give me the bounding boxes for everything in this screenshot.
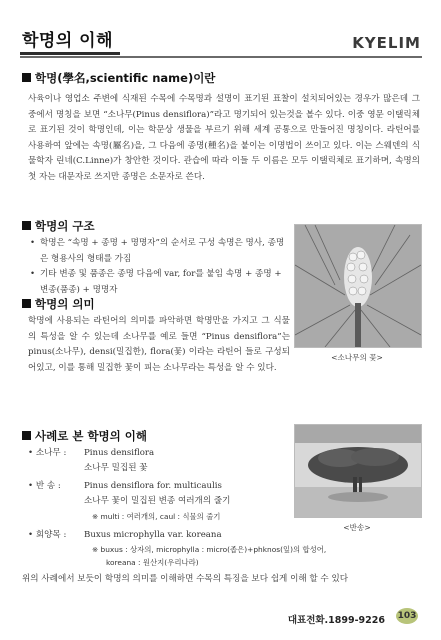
list-item-text: 학명은 “속명 + 종명 + 명명자”의 순서로 구성 속명은 명사, 종명은 형용사의 형태를 가짐 — [40, 238, 285, 264]
example-scientific-name: Pinus densiflora for. multicaulis — [84, 481, 222, 491]
pine-flower-photo — [294, 224, 422, 348]
definition-paragraph: 사육이나 영업소 주변에 식재된 수목에 수목명과 설명이 표기된 표찰이 설치되어있는 경우가 많은데 그 중에서 명칭을 보면 “소나무(Pinus densiflora)”라고 명기되어 있는것을 볼수 있다. 이중 영문 이탤릭체로 표기된 것이 학명인데, 이는 학문상 생물을 부르기 위해 세계 공통으로 만들어진 명칭이다. 라틴어를 사용하여 앞에는 속명(屬名)을, 그 다음에 종명(種名)을 붙이는 이명법이 쓰이고 있다. 이는 스웨덴의 식물학자 린네(C.Linne)가 창안한 것이다. 관습에 따라 이들 두 이름은 모두 이탤릭체로 표기하며, 속명의 첫 자는 대문자로 쓰지만 종명은 소문자로 쓴다. — [28, 94, 420, 182]
page-number — [395, 606, 419, 626]
bullet-dot-icon: • — [30, 238, 36, 248]
square-bullet-icon — [22, 73, 31, 82]
section-heading-text: 학명의 구조 — [35, 219, 95, 233]
closing-paragraph: 위의 사례에서 보듯이 학명의 의미를 이해하면 수목의 특징을 보다 쉽게 이해 할 수 있다 — [22, 574, 349, 584]
page-title: 학명의 이해 — [22, 31, 114, 51]
example-note: koreana : 원산지(우리나라) — [106, 558, 199, 567]
list-item — [28, 236, 286, 267]
pine-flower-caption: <소나무의 꽃> — [331, 353, 383, 362]
example-korean-meaning: 소나무 꽃이 밀집된 변종 여러개의 줄기 — [84, 496, 231, 506]
example-row-bansong — [28, 479, 222, 494]
square-bullet-icon — [22, 299, 31, 308]
example-row-boxwood — [28, 528, 222, 543]
brand-logo: KYELIM — [352, 34, 421, 52]
section-heading-meaning — [22, 296, 95, 312]
page-number-text: 103 — [397, 611, 417, 621]
example-note: ※ buxus : 상자의, microphylla : micro(좁은)+phknos(잎)의 합성어, — [92, 545, 327, 554]
example-label: 소나무 — [35, 448, 61, 458]
section-heading-structure — [22, 218, 95, 234]
footer-phone: 대표전화.1899-9226 — [287, 615, 385, 626]
meaning-paragraph: 학명에 사용되는 라틴어의 의미를 파악하면 학명만을 가지고 그 식물의 특성을 알 수 있는데 소나무를 예로 들면 “Pinus densiflora”는 pinus(소나무), densi(밀집한), flora(꽃) 이라는 라틴어 들로 구성되어있고, 이를 통해 밀집한 꽃이 피는 소나무라는 특성을 알 수 있다. — [28, 316, 290, 373]
bansong-image — [295, 425, 421, 517]
bansong-photo — [294, 424, 422, 518]
example-label-wrap: • 반 송 : — [28, 481, 61, 491]
section-heading-examples — [22, 428, 147, 444]
section-heading-definition — [22, 70, 215, 86]
square-bullet-icon — [22, 221, 31, 230]
pine-flower-image — [295, 225, 421, 347]
example-korean-meaning: 소나무 밀집된 꽃 — [84, 463, 148, 473]
list-item — [28, 267, 286, 298]
example-label-wrap: • 소나무 : — [28, 448, 67, 458]
example-label: 반 송 — [35, 481, 56, 491]
title-divider — [20, 56, 422, 58]
structure-list — [28, 236, 286, 298]
example-label-wrap: • 회양목 : — [28, 530, 67, 540]
example-note: ※ multi : 여러개의, caul : 식물의 줄기 — [92, 512, 221, 521]
example-label: 회양목 — [35, 530, 61, 540]
section-heading-text: 사례로 본 학명의 이해 — [35, 429, 147, 443]
example-row-pine — [28, 446, 154, 461]
bullet-dot-icon: • — [30, 269, 36, 280]
example-scientific-name: Pinus densiflora — [84, 448, 155, 458]
section-heading-text: 학명의 의미 — [35, 297, 95, 311]
list-item-text: 기타 변종 및 품종은 종명 다음에 var, for를 붙임 속명 + 종명 + 변종(품종) + 명명자 — [40, 269, 282, 295]
title-accent-divider — [20, 52, 120, 55]
bansong-caption: <반송> — [343, 523, 371, 532]
square-bullet-icon — [22, 431, 31, 440]
section-heading-text: 학명(學名,scientific name)이란 — [35, 71, 216, 85]
example-scientific-name: Buxus microphylla var. koreana — [84, 530, 222, 540]
